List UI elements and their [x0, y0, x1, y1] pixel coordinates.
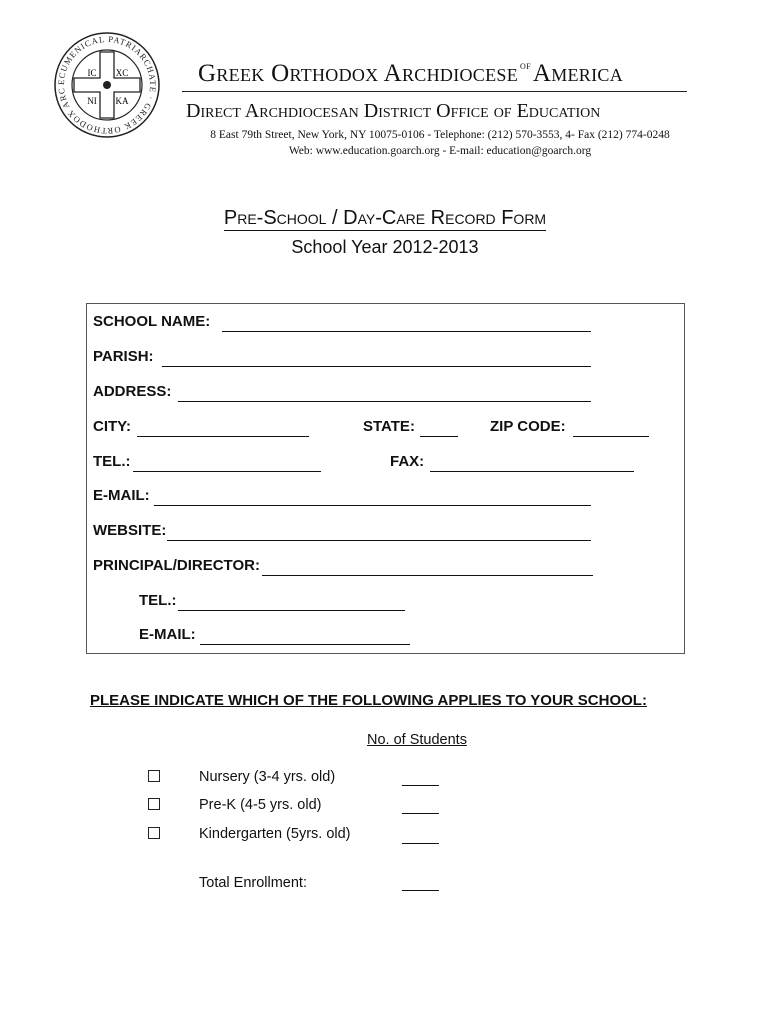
zip-label: ZIP CODE: [490, 418, 566, 435]
total-enrollment-field[interactable] [402, 890, 439, 891]
title-right: America [532, 60, 624, 87]
form-title-text: Pre-School / Day-Care Record Form [223, 207, 547, 229]
seal-ic: IC [87, 68, 97, 78]
enrollment-instruction: PLEASE INDICATE WHICH OF THE FOLLOWING APPLIES TO YOUR SCHOOL: [90, 692, 647, 709]
kindergarten-label: Kindergarten (5yrs. old) [199, 826, 351, 842]
principal-field[interactable] [262, 575, 593, 576]
principal-tel-label: TEL.: [139, 592, 177, 609]
school-year: School Year 2012-2013 [291, 237, 479, 257]
email-label: E-MAIL: [93, 487, 150, 504]
principal-tel-field[interactable] [178, 610, 405, 611]
address-field[interactable] [178, 401, 591, 402]
website-label: WEBSITE: [93, 522, 167, 539]
kindergarten-count-field[interactable] [402, 843, 439, 844]
principal-email-label: E-MAIL: [139, 626, 196, 643]
tel-label: TEL.: [93, 453, 131, 470]
office-subtitle: Direct Archdiocesan District Office of Education [186, 100, 601, 122]
office-address: 8 East 79th Street, New York, NY 10075-0106 - Telephone: (212) 570-3553, 4- Fax (212) 774-0248 [210, 129, 670, 141]
students-column-header: No. of Students [367, 732, 467, 748]
archdiocese-seal [52, 30, 162, 140]
archdiocese-title [198, 58, 688, 88]
principal-label: PRINCIPAL/DIRECTOR: [93, 557, 260, 574]
nursery-count-field[interactable] [402, 785, 439, 786]
website-field[interactable] [167, 540, 591, 541]
state-label: STATE: [363, 418, 415, 435]
city-label: CITY: [93, 418, 132, 435]
fax-field[interactable] [430, 471, 634, 472]
total-enrollment-label: Total Enrollment: [199, 875, 307, 891]
school-name-field[interactable] [222, 331, 591, 332]
city-field[interactable] [137, 436, 309, 437]
form-title [0, 207, 770, 230]
seal-ka: KA [115, 96, 129, 106]
school-info-box [86, 303, 685, 654]
parish-field[interactable] [162, 366, 591, 367]
school-name-label: SCHOOL NAME: [93, 313, 211, 330]
fax-label: FAX: [390, 453, 425, 470]
seal-ni: NI [87, 96, 97, 106]
principal-email-field[interactable] [200, 644, 410, 645]
header-rule [182, 91, 687, 92]
tel-field[interactable] [133, 471, 321, 472]
prek-count-field[interactable] [402, 813, 439, 814]
address-label: ADDRESS: [93, 383, 172, 400]
seal-ring-text: ECUMENICAL PATRIARCHATE · GREEK ORTHODOX ARC [55, 33, 159, 137]
prek-label: Pre-K (4-5 yrs. old) [199, 797, 322, 813]
title-left: Greek Orthodox Archdiocese [198, 60, 519, 87]
prek-checkbox[interactable] [148, 798, 160, 810]
seal-xc: XC [115, 68, 129, 78]
nursery-label: Nursery (3-4 yrs. old) [199, 769, 336, 785]
email-field[interactable] [154, 505, 591, 506]
parish-label: PARISH: [93, 348, 154, 365]
kindergarten-checkbox[interactable] [148, 827, 160, 839]
nursery-checkbox[interactable] [148, 770, 160, 782]
seal-graphic [52, 30, 162, 140]
office-web: Web: www.education.goarch.org - E-mail: education@goarch.org [288, 145, 592, 157]
zip-field[interactable] [573, 436, 649, 437]
state-field[interactable] [420, 436, 458, 437]
title-of: of [520, 58, 531, 72]
